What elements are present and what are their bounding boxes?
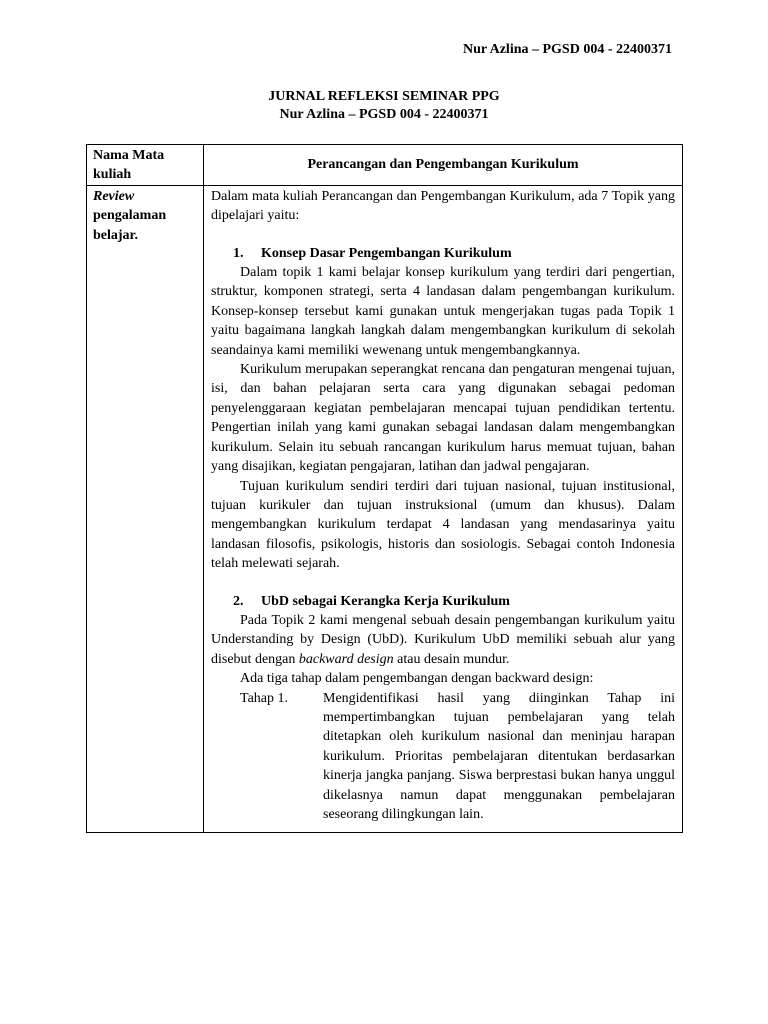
topic-1-title: Konsep Dasar Pengembangan Kurikulum	[261, 245, 512, 261]
label-review-italic: Review	[93, 188, 135, 204]
reflection-table	[86, 144, 683, 833]
topic-2-heading	[211, 592, 675, 611]
topic-1-number: 1.	[233, 245, 244, 261]
topic-2-paragraph-2: Ada tiga tahap dalam pengembangan dengan backward design:	[240, 671, 594, 687]
topic-1-paragraph-2: Kurikulum merupakan seperangkat rencana dan pengaturan mengenai tujuan, isi, dan bahan pelajaran serta cara yang digunakan sebagai pedoman penyelenggaraan kegiatan pembelajaran mencapai tujuan pendidikan tertentu. Pengertian inilah yang kami gunakan sebagai landasan dalam mengembangkan kurikulum. Selain itu sebuah rancangan kurikulum harus memuat tujuan, bahan yang disajikan, kegiatan pengajaran, latihan dan jadwal pengajaran.	[211, 362, 675, 475]
topic-1-paragraph-1: Dalam topik 1 kami belajar konsep kurikulum yang terdiri dari pengertian, struktur, komponen strategi, serta 4 landasan dalam pengembangan kurikulum. Konsep-konsep tersebut kami gunakan untuk mengerjakan tugas pada Topik 1 yaitu bagaimana langkah langkah dalam mengembangkan kurikulum di sekolah seandainya kami memiliki wewenang untuk mengembangkannya.	[211, 265, 675, 358]
header-author-line: Nur Azlina – PGSD 004 - 22400371	[463, 42, 672, 57]
title-line-2: Nur Azlina – PGSD 004 - 22400371	[279, 107, 489, 122]
topic-2-p1-italic: backward design	[298, 651, 394, 667]
topic-1-heading	[211, 244, 675, 263]
tahap-1-text: Mengidentifikasi hasil yang diinginkan Tahap ini mempertimbangkan tujuan pembelajaran yang telah ditetapkan oleh kurikulum nasional dan meninjau harapan kurikulum. Prioritas pembelajaran ditentukan berdasarkan kinerja jangka panjang. Siswa berprestasi bukan hanya unggul dikelasnya namun dapat menggunakan pembelajaran seseorang dilingkungan lain.	[323, 690, 675, 822]
document-title	[0, 88, 768, 124]
label-review	[87, 185, 204, 833]
tahap-1-row	[211, 689, 675, 825]
title-line-1: JURNAL REFLEKSI SEMINAR PPG	[268, 89, 500, 104]
topic-1-paragraph-3: Tujuan kurikulum sendiri terdiri dari tujuan nasional, tujuan institusional, tujuan kurikuler dan tujuan instruksional (umum dan khusus). Dalam mengembangkan kurikulum terdapat 4 landasan yang mendasarinya yaitu landasan filosofis, psikologis, historis dan sosiologis. Sebagai contoh Indonesia telah melewati sejarah.	[211, 478, 675, 572]
topic-2-title: UbD sebagai Kerangka Kerja Kurikulum	[261, 593, 510, 609]
intro-paragraph: Dalam mata kuliah Perancangan dan Pengembangan Kurikulum, ada 7 Topik yang dipelajari yaitu:	[211, 188, 675, 224]
tahap-1-label: Tahap 1.	[240, 690, 289, 706]
topic-2-p1-before: Pada Topik 2 kami mengenal sebuah desain pengembangan kurikulum yaitu Understanding by Design (UbD). Kurikulum UbD memiliki sebuah alur yang disebut dengan	[211, 612, 675, 667]
label-review-rest: pengalaman belajar.	[93, 208, 167, 243]
table-body-row	[87, 185, 683, 833]
topic-2-paragraph-1	[211, 611, 675, 669]
course-name-cell: Perancangan dan Pengembangan Kurikulum	[204, 145, 683, 186]
topic-2-p1-after: atau desain mundur.	[393, 651, 510, 667]
topic-2-number: 2.	[233, 593, 244, 609]
table-header-row	[87, 145, 683, 186]
label-nama-mata-kuliah: Nama Mata kuliah	[87, 145, 204, 186]
review-content	[204, 185, 683, 833]
